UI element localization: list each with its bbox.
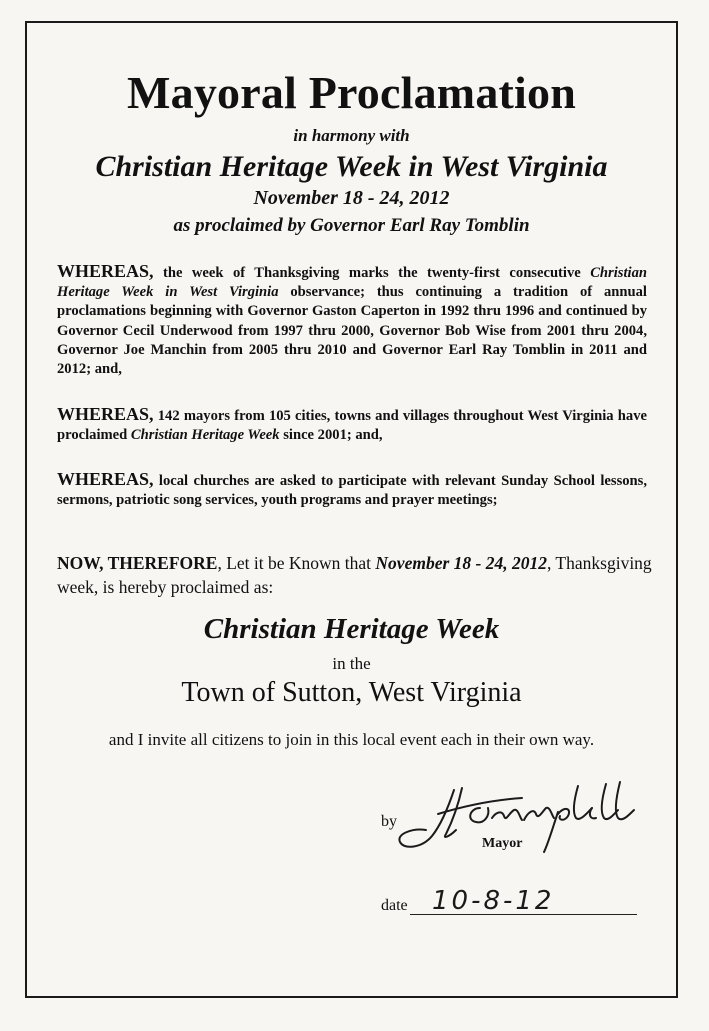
date-label: date: [381, 897, 408, 914]
signed-date: 10-8-12: [432, 886, 555, 916]
therefore-text: , Thanksgiving week, is hereby proclaimed as:: [57, 553, 652, 597]
whereas-lead: WHEREAS,: [57, 469, 154, 489]
in-the-line: in the: [332, 654, 371, 673]
whereas-paragraph-3: [57, 470, 647, 510]
whereas-text: 142 mayors from 105 cities, towns and villages throughout West Virginia have proclaimed: [57, 408, 647, 444]
event-title: Christian Heritage Week in West Virginia: [95, 150, 608, 183]
whereas-text: local churches are asked to participate with relevant Sunday School lessons, sermons, patriotic song services, youth programs and prayer meetings;: [57, 473, 647, 509]
mayor-label: Mayor: [482, 836, 523, 851]
proclaimed-week-title: Christian Heritage Week: [203, 613, 500, 645]
event-dates: November 18 - 24, 2012: [253, 187, 450, 209]
document-title: Mayoral Proclamation: [127, 67, 576, 118]
whereas-lead: WHEREAS,: [57, 404, 154, 424]
whereas-italic: Christian Heritage Week: [130, 427, 280, 444]
whereas-italic: Christian Heritage Week in West Virginia: [57, 265, 647, 301]
whereas-text: the week of Thanksgiving marks the twenty-first consecutive: [153, 265, 591, 281]
therefore-paragraph: [57, 551, 657, 599]
whereas-text: since 2001; and,: [279, 427, 383, 444]
by-label: by: [381, 813, 397, 830]
therefore-dates: November 18 - 24, 2012: [375, 553, 547, 573]
town-name: Town of Sutton, West Virginia: [181, 677, 522, 708]
harmony-line: in harmony with: [293, 126, 410, 145]
whereas-paragraph-1: [57, 262, 647, 379]
invitation-line: and I invite all citizens to join in this local event each in their own way.: [108, 730, 595, 749]
whereas-text: observance; thus continuing a tradition of annual proclamations beginning with Governor Gaston Caperton in 1992 thru 1996 and continued by Governor Cecil Underwood from 1997 thru 2000, Governor Bob Wise from 2001 thru 2004, Governor Joe Manchin from 2005 thru 2010 and Governor Earl Ray Tomblin in 2011 and 2012; and,: [57, 284, 647, 378]
therefore-lead: NOW, THEREFORE: [57, 553, 218, 573]
whereas-paragraph-2: [57, 405, 647, 445]
whereas-lead: WHEREAS,: [57, 261, 154, 281]
therefore-text: , Let it be Known that: [217, 553, 376, 573]
proclaimed-by-line: as proclaimed by Governor Earl Ray Tomblin: [173, 215, 530, 236]
